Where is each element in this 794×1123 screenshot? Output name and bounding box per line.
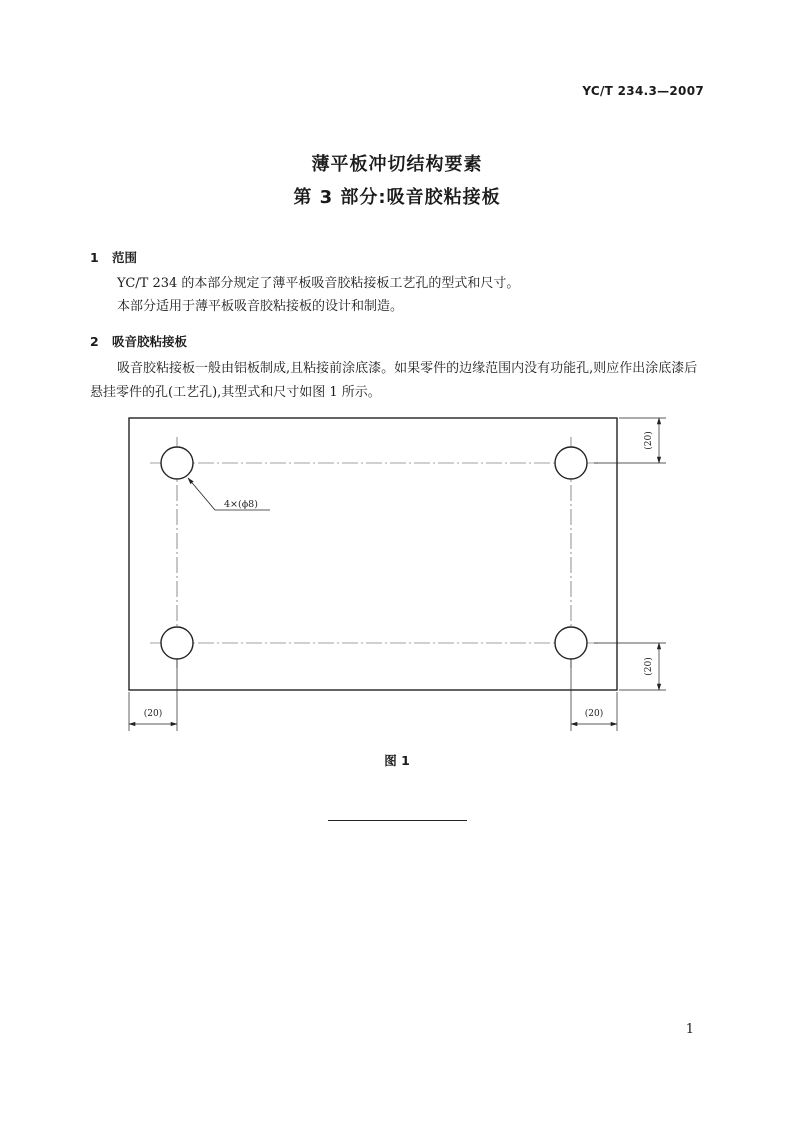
standard-code: YC/T 234.3—2007	[582, 84, 704, 98]
dimension-label-bottom-right: (20)	[644, 657, 654, 676]
paragraph: 本部分适用于薄平板吸音胶粘接板的设计和制造。	[117, 299, 404, 314]
dimension-label-bottom-left: (20)	[143, 709, 163, 719]
dimension-top-right	[594, 418, 666, 463]
hole-top-left	[161, 447, 193, 479]
page-number: 1	[685, 1022, 694, 1037]
hole-top-right	[555, 447, 587, 479]
paragraph: 吸音胶粘接板一般由铝板制成,且粘接前涂底漆。如果零件的边缘范围内没有功能孔,则应作出涂底漆后悬挂零件的孔(工艺孔),其型式和尺寸如图 1 所示。	[90, 361, 698, 400]
hole-bottom-right	[555, 627, 587, 659]
section-number: 1	[90, 250, 99, 265]
figure-caption: 图 1	[384, 753, 410, 768]
end-of-text-rule	[328, 820, 467, 821]
section-title: 吸音胶粘接板	[112, 334, 188, 349]
paragraph: YC/T 234 的本部分规定了薄平板吸音胶粘接板工艺孔的型式和尺寸。	[117, 276, 520, 291]
dimension-label-top-right: (20)	[644, 431, 654, 450]
dimension-label-bottom-right-horizontal: (20)	[584, 709, 604, 719]
center-lines	[150, 437, 600, 668]
document-subtitle: 第 3 部分:吸音胶粘接板	[293, 187, 501, 208]
document-title: 薄平板冲切结构要素	[311, 154, 483, 175]
hole-callout-label: 4×(ϕ8)	[224, 499, 258, 510]
section-title: 范围	[112, 250, 138, 265]
plate-outline	[129, 418, 617, 690]
dimension-bottom-left	[129, 660, 177, 731]
hole-bottom-left	[161, 627, 193, 659]
section-number: 2	[90, 334, 99, 349]
dimension-bottom-right-horizontal	[571, 660, 617, 731]
dimension-bottom-right	[594, 643, 666, 690]
